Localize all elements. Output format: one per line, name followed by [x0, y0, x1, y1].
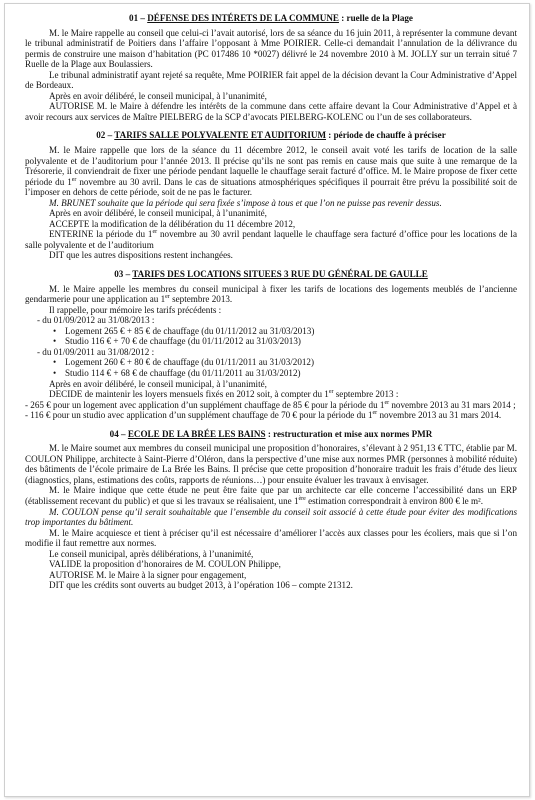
section-title: 04 – ECOLE DE LA BRÉE LES BAINS : restructuration et mise aux normes PMR	[109, 428, 433, 439]
section-01	[25, 13, 517, 122]
list-item: • Studio 114 € + 68 € de chauffage (du 01/11/2011 au 31/03/2012)	[25, 368, 517, 379]
list-item: • Logement 265 € + 85 € de chauffage (du 01/11/2012 au 31/03/2013)	[25, 326, 517, 337]
paragraph: DIT que les crédits sont ouverts au budget 2013, à l’opération 106 – compte 21312.	[49, 580, 353, 591]
document-page	[4, 3, 530, 797]
section-03	[25, 269, 517, 421]
paragraph: ENTERINE la période du 1er novembre au 30 avril pendant laquelle le chauffage sera facturé d’office pour les locations de la salle polyvalente et de l’auditorium	[25, 229, 517, 250]
paragraph: Après en avoir délibéré, le conseil municipal, à l’unanimité,	[49, 90, 267, 101]
list-item: • Logement 260 € + 80 € de chauffage (du 01/11/2011 au 31/03/2012)	[25, 357, 517, 368]
list-item: • Studio 116 € + 70 € de chauffage (du 01/11/2012 au 31/03/2013)	[25, 336, 517, 347]
paragraph: AUTORISE M. le Maire à défendre les intérêts de la commune dans cette affaire devant la Cour Administrative d’Appel et à avoir recours aux services de Maître PIELBERG de la SCP d’avocats PIELBERG-KOLENC ou l’un de ses collaborateurs.	[25, 101, 517, 122]
paragraph: M. BRUNET souhaite que la période qui sera fixée s’impose à tous et que l’on ne puisse pas revenir dessus.	[49, 197, 442, 208]
section-title: 01 – DÉFENSE DES INTÉRETS DE LA COMMUNE : ruelle de la Plage	[129, 13, 413, 23]
paragraph: M. le Maire soumet aux membres du conseil municipal une proposition d’honoraires, s’élevant à 2 951,13 € TTC, établie par M. COULON Philippe, architecte à Saint-Pierre d’Oléron, dans la perspective d’une mise aux normes PMR (personnes à mobilité réduite) des bâtiments de l’école primaire de La Brée les Bains. Il précise que cette proposition d’honoraire traduit les frais d’étude des lieux (diagnostics, plans, estimations des coûts, rapports de réunions…) pour ensuite évaluer les travaux à envisager.	[25, 443, 517, 485]
section-title: 02 – TARIFS SALLE POLYVALENTE ET AUDITORIUM : période de chauffe à préciser	[96, 130, 446, 141]
paragraph: M. le Maire rappelle au conseil que celui-ci l’avait autorisé, lors de sa séance du 16 juin 2011, à représenter la commune devant le tribunal administratif de Poitiers dans l’affaire l’opposant à Mme POIRIER. Celle-ci demandait l’annulation de la délivrance du permis de construire une maison d’habitation (PC 017486 10 *0027) délivré le 24 novembre 2010 à M. JOLLY sur un terrain situé 7 Ruelle de la Plage aux Boulassiers.	[25, 27, 517, 70]
list-item: - du 01/09/2011 au 31/08/2012 :	[37, 346, 155, 357]
paragraph: Le tribunal administratif ayant rejeté sa requête, Mme POIRIER fait appel de la décision devant la Cour Administrative d’Appel de Bordeaux.	[25, 69, 517, 91]
paragraph: DIT que les autres dispositions restent inchangées.	[49, 250, 233, 261]
paragraph: - 116 € pour un studio avec application d’un supplément chauffage de 70 € pour la période du 1er novembre 2013 au 31 mars 2014.	[25, 410, 502, 421]
section-02	[25, 130, 517, 261]
paragraph: M. le Maire acquiesce et tient à préciser qu’il est nécessaire d’améliorer l’accès aux classes pour les écoliers, mais que si l’on modifie il faut remettre aux normes.	[25, 527, 517, 549]
section-title: 03 – TARIFS DES LOCATIONS SITUEES 3 RUE DU GÉNÉRAL DE GAULLE	[114, 269, 428, 280]
paragraph: Le conseil municipal, après délibérations, à l’unanimité,	[49, 548, 254, 559]
paragraph: Après en avoir délibéré, le conseil municipal, à l’unanimité,	[49, 378, 267, 389]
document-body	[25, 13, 517, 599]
paragraph: ACCEPTE la modification de la délibération du 11 décembre 2012,	[49, 218, 296, 229]
section-04	[25, 429, 517, 591]
paragraph: - 265 € pour un logement avec application d’un supplément chauffage de 85 € pour la période du 1er novembre 2013 au 31 mars 2014 ;	[25, 399, 516, 410]
paragraph: Il rappelle, pour mémoire les tarifs précédents :	[49, 304, 222, 315]
paragraph: DECIDE de maintenir les loyers mensuels fixés en 2012 soit, à compter du 1er septembre 2013 :	[49, 389, 399, 400]
paragraph: M. COULON pense qu’il serait souhaitable que l’ensemble du conseil soit associé à cette étude pour éviter des modifications trop importantes du bâtiment.	[25, 506, 517, 528]
paragraph: M. le Maire rappelle que lors de la séance du 11 décembre 2012, le conseil avait voté les tarifs de location de la salle polyvalente et de l’auditorium pour l’année 2013. Il précise qu’ils ne sont pas remis en cause mais que suite à une remarque de la Trésorerie, il conviendrait de fixer une période pendant laquelle le chauffage serait facturé d’office. M. le Maire propose de fixer cette période du 1er novembre au 30 avril. Dans le cas de situations atmosphériques spécifiques il pourrait être prévu la possibilité soit de l’imposer en dehors de cette période, soit de ne pas le facturer.	[25, 145, 517, 198]
paragraph: M. le Maire appelle les membres du conseil municipal à fixer les tarifs de locations des logements meublés de l’ancienne gendarmerie pour une application au 1er septembre 2013.	[25, 283, 517, 305]
paragraph: M. le Maire indique que cette étude ne peut être faite que par un architecte car elle concerne l’accessibilité dans un ERP (établissement recevant du public) et que si les travaux se réalisaient, une 1ère estimation correspondrait à environ 800 € le m².	[25, 485, 517, 506]
paragraph: AUTORISE M. le Maire à la signer pour engagement,	[49, 569, 247, 580]
paragraph: Après en avoir délibéré, le conseil municipal, à l’unanimité,	[49, 208, 267, 219]
list-item: - du 01/09/2012 au 31/08/2013 :	[37, 315, 155, 326]
paragraph: VALIDE la proposition d’honoraires de M. COULON Philippe,	[49, 559, 281, 570]
